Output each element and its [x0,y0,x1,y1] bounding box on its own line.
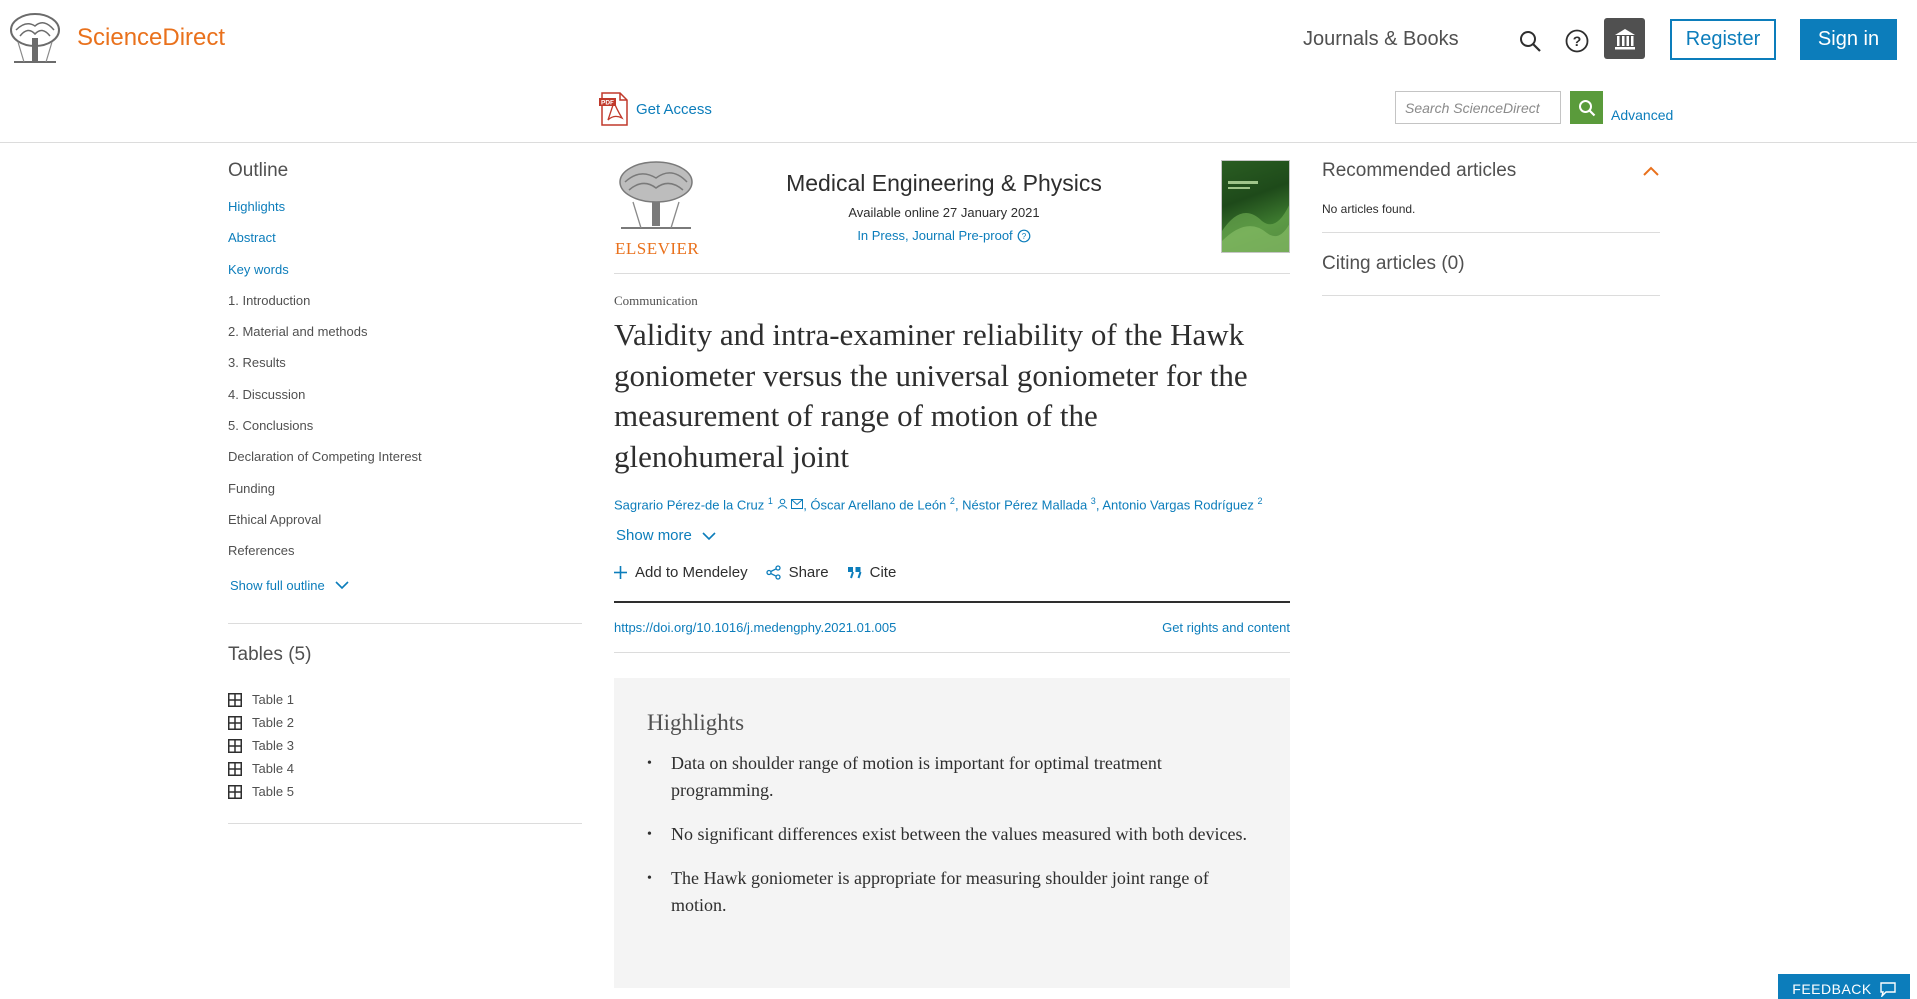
recommended-panel [1322,160,1660,296]
tables-title: Tables (5) [228,644,312,665]
journal-header [614,158,1290,274]
help-icon[interactable] [1564,28,1590,54]
highlight-text: Data on shoulder range of motion is important for optimal treatment programming. [671,753,1162,801]
table-grid-icon [228,739,242,753]
svg-text:PDF: PDF [601,99,614,107]
sign-in-button[interactable]: Sign in [1800,19,1897,60]
bullet-icon: • [647,827,652,843]
journal-cover-art-icon [1222,161,1290,253]
add-to-mendeley-button[interactable] [614,564,748,581]
tables-divider-bottom [228,823,582,824]
elsevier-tree-logo-icon[interactable] [6,12,64,66]
feedback-button[interactable] [1778,974,1910,999]
site-header [0,0,1917,143]
author-list [614,496,1290,512]
highlight-item [647,750,1258,804]
table-link[interactable] [228,688,582,711]
search-icon [1578,99,1596,117]
outline-item-abstract[interactable]: Abstract [228,230,276,246]
recommended-header[interactable] [1322,160,1660,182]
author-affiliation: 3 [1090,496,1096,506]
elsevier-tree-logo-icon [615,160,697,232]
highlights-heading: Highlights [647,710,745,736]
plus-icon [614,566,627,579]
question-circle-icon [1017,229,1031,243]
table-link[interactable] [228,780,582,803]
recommended-empty-text: No articles found. [1322,202,1416,216]
brand-link[interactable]: ScienceDirect [77,24,226,51]
share-icon [766,565,781,580]
search-input[interactable] [1395,91,1561,124]
outline-item-conclusions[interactable]: 5. Conclusions [228,418,314,434]
share-button[interactable] [766,564,829,581]
chevron-down-icon [335,580,349,590]
table-link[interactable] [228,711,582,734]
envelope-icon[interactable] [791,499,803,509]
search-icon[interactable] [1518,29,1542,53]
quote-icon [847,566,862,579]
person-icon[interactable] [777,498,788,509]
author-affiliation: 1 [767,496,773,506]
outline-panel [228,160,582,593]
cite-label: Cite [869,564,897,582]
rights-link[interactable]: Get rights and content [1162,620,1290,636]
search-submit-button[interactable] [1570,91,1603,124]
article-type: Communication [614,293,698,308]
cite-button[interactable] [847,564,897,581]
table-label: Table 3 [252,738,294,753]
highlight-item [647,865,1258,919]
pdf-icon [598,92,630,126]
author-link[interactable]: Óscar Arellano de León [810,497,947,513]
in-press-label: In Press, Journal Pre-proof [857,228,1013,243]
bullet-icon: • [647,871,652,887]
citing-divider [1322,295,1660,296]
journal-cover-image[interactable] [1221,160,1290,253]
author-separator: , [803,497,811,513]
show-full-outline-label: Show full outline [230,577,325,593]
outline-item-competing-interest[interactable]: Declaration of Competing Interest [228,449,422,465]
publisher-wordmark: ELSEVIER [615,239,700,258]
recommended-title: Recommended articles [1322,160,1517,181]
in-press-link[interactable] [857,228,1030,243]
table-grid-icon [228,716,242,730]
bullet-icon: • [647,756,652,772]
available-online-date: Available online 27 January 2021 [848,205,1040,220]
svg-text:?: ? [1021,231,1026,241]
advanced-search-link[interactable]: Advanced [1611,107,1674,123]
table-link[interactable] [228,734,582,757]
chevron-up-icon [1642,165,1660,177]
journals-books-link[interactable]: Journals & Books [1303,28,1459,50]
get-access-label: Get Access [636,100,712,118]
outline-item-results[interactable]: 3. Results [228,355,286,371]
outline-item-ethical-approval[interactable]: Ethical Approval [228,511,322,527]
highlights-section [614,678,1290,988]
tables-panel [228,623,582,824]
show-more-label: Show more [616,527,692,545]
institution-button[interactable] [1604,18,1645,59]
outline-item-introduction[interactable]: 1. Introduction [228,292,311,308]
author-link[interactable]: Antonio Vargas Rodríguez [1102,497,1254,513]
highlight-text: The Hawk goniometer is appropriate for measuring shoulder joint range of motion. [671,868,1209,916]
journal-info [714,170,1174,245]
highlight-item [647,821,1258,848]
table-link[interactable] [228,757,582,780]
outline-item-discussion[interactable]: 4. Discussion [228,386,306,402]
article-actions [614,564,1290,581]
outline-item-funding[interactable]: Funding [228,480,275,496]
author-affiliation: 2 [1257,496,1263,506]
outline-item-references[interactable]: References [228,543,295,559]
outline-item-material-methods[interactable]: 2. Material and methods [228,324,368,340]
institution-icon [1613,27,1637,51]
author-separator: , [1095,497,1103,513]
author-link[interactable]: Néstor Pérez Mallada [962,497,1088,513]
outline-title: Outline [228,160,289,181]
feedback-label: FEEDBACK [1792,981,1872,997]
outline-item-key-words[interactable]: Key words [228,261,289,277]
highlight-text: No significant differences exist between the values measured with both devices. [671,824,1247,845]
article-title: Validity and intra-examiner reliability of the Hawk goniometer versus the universal goniometer for the measurement of range of motion of the glenohumeral joint [614,317,1248,474]
author-link[interactable]: Sagrario Pérez-de la Cruz [614,497,765,513]
chevron-down-icon [702,531,716,541]
register-button[interactable]: Register [1670,19,1776,60]
table-label: Table 1 [252,692,294,707]
get-access-link[interactable] [598,92,712,126]
show-full-outline-button[interactable] [230,578,582,593]
author-affiliation: 2 [949,496,955,506]
author-separator: , [954,497,963,513]
table-grid-icon [228,785,242,799]
table-grid-icon [228,693,242,707]
table-grid-icon [228,762,242,776]
citing-articles-link[interactable]: Citing articles (0) [1322,253,1465,274]
doi-row [614,601,1290,653]
share-label: Share [788,564,829,582]
outline-item-highlights[interactable]: Highlights [228,199,286,214]
add-to-mendeley-label: Add to Mendeley [635,564,748,582]
speech-bubble-icon [1880,982,1896,997]
table-label: Table 2 [252,715,294,730]
article-main [614,158,1290,988]
show-more-button[interactable] [616,527,1290,544]
journal-name-link[interactable]: Medical Engineering & Physics [786,170,1102,196]
elsevier-logo[interactable] [615,160,700,258]
doi-link[interactable]: https://doi.org/10.1016/j.medengphy.2021.01.005 [614,620,897,636]
table-label: Table 5 [252,784,294,799]
svg-text:?: ? [1572,33,1582,49]
table-label: Table 4 [252,761,294,776]
